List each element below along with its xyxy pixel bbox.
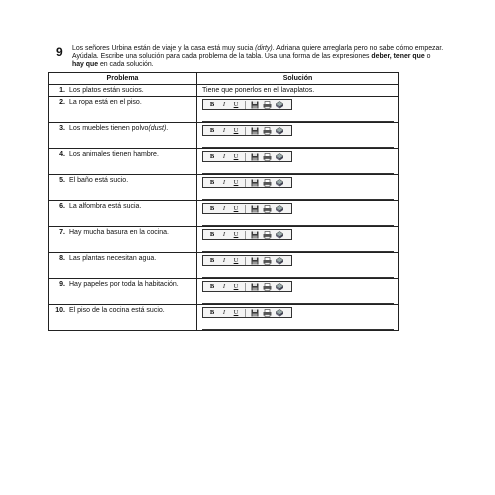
formatting-toolbar <box>202 255 292 266</box>
problem-text: Los animales tienen hambre. <box>69 151 159 158</box>
solution-cell <box>197 149 399 175</box>
problem-text: Hay mucha basura en la cocina. <box>69 229 169 236</box>
instructions <box>72 45 444 69</box>
problem-cell <box>49 175 197 201</box>
problem-text: La alfombra está sucia. <box>69 203 142 210</box>
spellcheck-icon[interactable] <box>273 100 285 109</box>
print-icon[interactable] <box>261 152 273 161</box>
instruction-text-4: en cada solución. <box>98 61 154 68</box>
problem-text: Los muebles tienen polvo <box>69 125 149 132</box>
bold-button[interactable]: B <box>209 153 215 160</box>
instruction-bold-1: deber, tener que <box>371 53 425 60</box>
answer-line[interactable] <box>202 138 394 148</box>
instruction-dirty: (dirty) <box>255 45 273 52</box>
problem-end: . <box>166 125 169 132</box>
bold-button[interactable]: B <box>209 231 215 238</box>
underline-button[interactable]: U <box>233 153 239 160</box>
formatting-toolbar <box>202 125 292 136</box>
italic-button[interactable]: I <box>222 283 226 290</box>
toolbar-separator <box>245 309 246 317</box>
toolbar-separator <box>245 205 246 213</box>
answer-line[interactable] <box>202 242 394 252</box>
underline-button[interactable]: U <box>233 231 239 238</box>
save-icon[interactable] <box>249 126 261 135</box>
print-icon[interactable] <box>261 308 273 317</box>
italic-button[interactable]: I <box>222 231 226 238</box>
print-icon[interactable] <box>261 100 273 109</box>
print-icon[interactable] <box>261 282 273 291</box>
spellcheck-icon[interactable] <box>273 178 285 187</box>
toolbar-separator <box>245 179 246 187</box>
underline-button[interactable]: U <box>233 205 239 212</box>
underline-button[interactable]: U <box>233 257 239 264</box>
instruction-text-3: o <box>424 53 431 60</box>
italic-button[interactable]: I <box>222 205 226 212</box>
problem-cell <box>49 253 197 279</box>
answer-line[interactable] <box>202 190 394 200</box>
table-row-7 <box>49 227 399 253</box>
header-problem: Problema <box>49 73 197 85</box>
problem-text: Hay papeles por toda la habitación. <box>69 281 179 288</box>
spellcheck-icon[interactable] <box>273 230 285 239</box>
solution-cell <box>197 305 399 331</box>
italic-button[interactable]: I <box>222 179 226 186</box>
answer-line[interactable] <box>202 164 394 174</box>
underline-button[interactable]: U <box>233 283 239 290</box>
answer-line[interactable] <box>202 112 394 122</box>
instruction-text-2: . Adriana quiere arreglarla pero no sabe cómo empezar. Ayúdala. Escribe una solución para cada problema de la tabla. Usa una forma de las expresiones <box>72 45 444 60</box>
answer-line[interactable] <box>202 294 394 304</box>
answer-line[interactable] <box>202 320 394 330</box>
print-icon[interactable] <box>261 126 273 135</box>
problem-cell <box>49 305 197 331</box>
toolbar-separator <box>245 283 246 291</box>
spellcheck-icon[interactable] <box>273 282 285 291</box>
italic-button[interactable]: I <box>222 153 226 160</box>
solution-cell <box>197 175 399 201</box>
problem-text: El piso de la cocina está sucio. <box>69 307 165 314</box>
solution-cell <box>197 97 399 123</box>
formatting-toolbar <box>202 281 292 292</box>
problem-cell <box>49 85 197 97</box>
problem-number: 1. <box>59 87 65 94</box>
problem-cell <box>49 123 197 149</box>
solution-cell <box>197 201 399 227</box>
problem-number: 6. <box>59 203 65 210</box>
table-row-example <box>49 85 399 97</box>
print-icon[interactable] <box>261 256 273 265</box>
table-header-row <box>49 73 399 85</box>
problem-text: El baño está sucio. <box>69 177 129 184</box>
problem-number: 7. <box>59 229 65 236</box>
save-icon[interactable] <box>249 256 261 265</box>
formatting-toolbar <box>202 151 292 162</box>
problem-text: Las plantas necesitan agua. <box>69 255 157 262</box>
bold-button[interactable]: B <box>209 179 215 186</box>
solution-cell-example <box>197 85 399 97</box>
save-icon[interactable] <box>249 282 261 291</box>
instruction-text-1: Los señores Urbina están de viaje y la casa está muy sucia <box>72 45 256 52</box>
table-row-6 <box>49 201 399 227</box>
problem-number: 8. <box>59 255 65 262</box>
save-icon[interactable] <box>249 308 261 317</box>
underline-button[interactable]: U <box>233 179 239 186</box>
save-icon[interactable] <box>249 100 261 109</box>
table-row-9 <box>49 279 399 305</box>
italic-button[interactable]: I <box>222 101 226 108</box>
problem-cell <box>49 279 197 305</box>
save-icon[interactable] <box>249 152 261 161</box>
problem-number: 10. <box>55 307 65 314</box>
italic-button[interactable]: I <box>222 257 226 264</box>
problem-number: 5. <box>59 177 65 184</box>
print-icon[interactable] <box>261 204 273 213</box>
problem-italic: (dust) <box>148 125 167 132</box>
answer-line[interactable] <box>202 216 394 226</box>
toolbar-separator <box>245 127 246 135</box>
spellcheck-icon[interactable] <box>273 152 285 161</box>
problem-number: 3. <box>59 125 65 132</box>
toolbar-separator <box>245 101 246 109</box>
formatting-toolbar <box>202 177 292 188</box>
italic-button[interactable]: I <box>222 309 226 316</box>
toolbar-separator <box>245 257 246 265</box>
save-icon[interactable] <box>249 178 261 187</box>
solution-cell <box>197 253 399 279</box>
problem-solution-table <box>48 72 399 331</box>
spellcheck-icon[interactable] <box>273 204 285 213</box>
solution-cell <box>197 123 399 149</box>
formatting-toolbar <box>202 99 292 110</box>
instruction-bold-2: hay que <box>72 61 99 68</box>
bold-button[interactable]: B <box>209 257 215 264</box>
toolbar-separator <box>245 231 246 239</box>
underline-button[interactable]: U <box>233 127 239 134</box>
problem-number: 9. <box>59 281 65 288</box>
table-row-3 <box>49 123 399 149</box>
print-icon[interactable] <box>261 178 273 187</box>
problem-cell <box>49 149 197 175</box>
spellcheck-icon[interactable] <box>273 308 285 317</box>
print-icon[interactable] <box>261 230 273 239</box>
toolbar-separator <box>245 153 246 161</box>
bold-button[interactable]: B <box>209 283 215 290</box>
problem-number: 2. <box>59 99 65 106</box>
problem-cell <box>49 201 197 227</box>
bold-button[interactable]: B <box>209 309 215 316</box>
exercise-number: 9 <box>56 45 63 59</box>
problem-cell <box>49 97 197 123</box>
underline-button[interactable]: U <box>233 101 239 108</box>
table-row-5 <box>49 175 399 201</box>
bold-button[interactable]: B <box>209 101 215 108</box>
table-row-2 <box>49 97 399 123</box>
problem-text: La ropa está en el piso. <box>69 99 142 106</box>
problem-text: Los platos están sucios. <box>69 87 144 94</box>
save-icon[interactable] <box>249 204 261 213</box>
table-row-4 <box>49 149 399 175</box>
bold-button[interactable]: B <box>209 127 215 134</box>
problem-cell <box>49 227 197 253</box>
formatting-toolbar <box>202 307 292 318</box>
table-row-8 <box>49 253 399 279</box>
answer-line[interactable] <box>202 268 394 278</box>
formatting-toolbar <box>202 203 292 214</box>
solution-cell <box>197 227 399 253</box>
header-solution: Solución <box>197 73 399 85</box>
solution-cell <box>197 279 399 305</box>
save-icon[interactable] <box>249 230 261 239</box>
spellcheck-icon[interactable] <box>273 256 285 265</box>
formatting-toolbar <box>202 229 292 240</box>
spellcheck-icon[interactable] <box>273 126 285 135</box>
problem-number: 4. <box>59 151 65 158</box>
table-row-10 <box>49 305 399 331</box>
italic-button[interactable]: I <box>222 127 226 134</box>
underline-button[interactable]: U <box>233 309 239 316</box>
example-solution-text: Tiene que ponerlos en el lavaplatos. <box>202 87 315 94</box>
bold-button[interactable]: B <box>209 205 215 212</box>
